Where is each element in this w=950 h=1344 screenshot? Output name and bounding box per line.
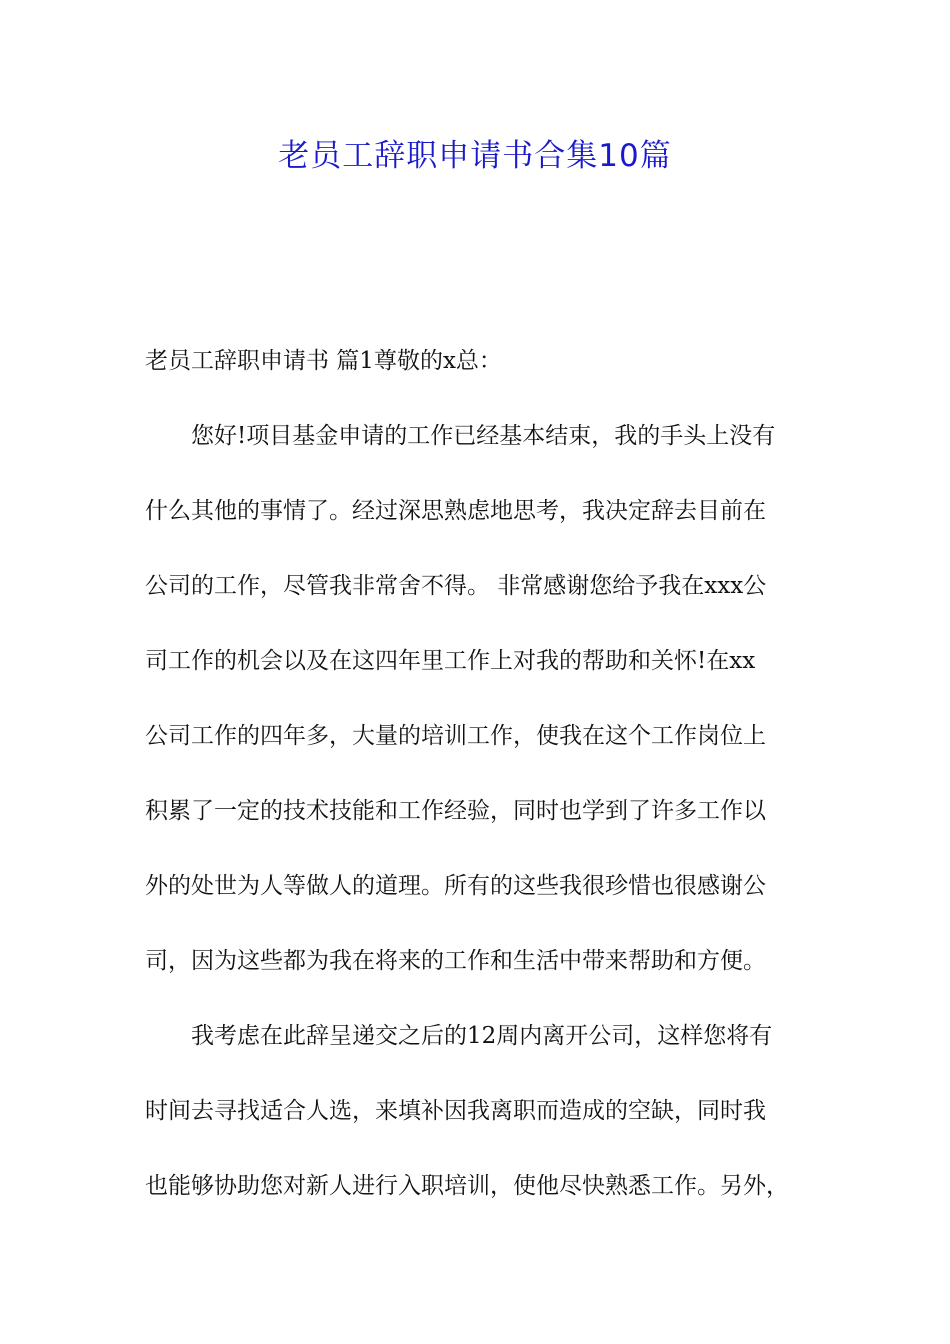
paragraph-line: 您好!项目基金申请的工作已经基本结束，我的手头上没有 [191,423,776,449]
paragraph-line: 我考虑在此辞呈递交之后的12周内离开公司，这样您将有 [191,1023,773,1049]
paragraph-line: 积累了一定的技术技能和工作经验，同时也学到了许多工作以 [145,798,766,824]
paragraph-line: 公司工作的四年多，大量的培训工作，使我在这个工作岗位上 [145,723,766,749]
document-body [145,337,815,1237]
paragraph-line: 也能够协助您对新人进行入职培训，使他尽快熟悉工作。另外， [145,1173,789,1199]
paragraph-line: 司工作的机会以及在这四年里工作上对我的帮助和关怀!在xx [145,648,756,674]
paragraph-line: 司，因为这些都为我在将来的工作和生活中带来帮助和方便。 [145,948,766,974]
paragraph-line: 什么其他的事情了。经过深思熟虑地思考，我决定辞去目前在 [145,498,766,524]
paragraph-line: 老员工辞职申请书 篇1尊敬的x总： [145,348,502,374]
paragraph-line: 外的处世为人等做人的道理。所有的这些我很珍惜也很感谢公 [145,873,766,899]
paragraph-line: 时间去寻找适合人选，来填补因我离职而造成的空缺，同时我 [145,1098,766,1124]
document-title: 老员工辞职申请书合集10篇 [278,138,672,174]
paragraph-line: 公司的工作，尽管我非常舍不得。 非常感谢您给予我在xxx公 [145,573,767,599]
